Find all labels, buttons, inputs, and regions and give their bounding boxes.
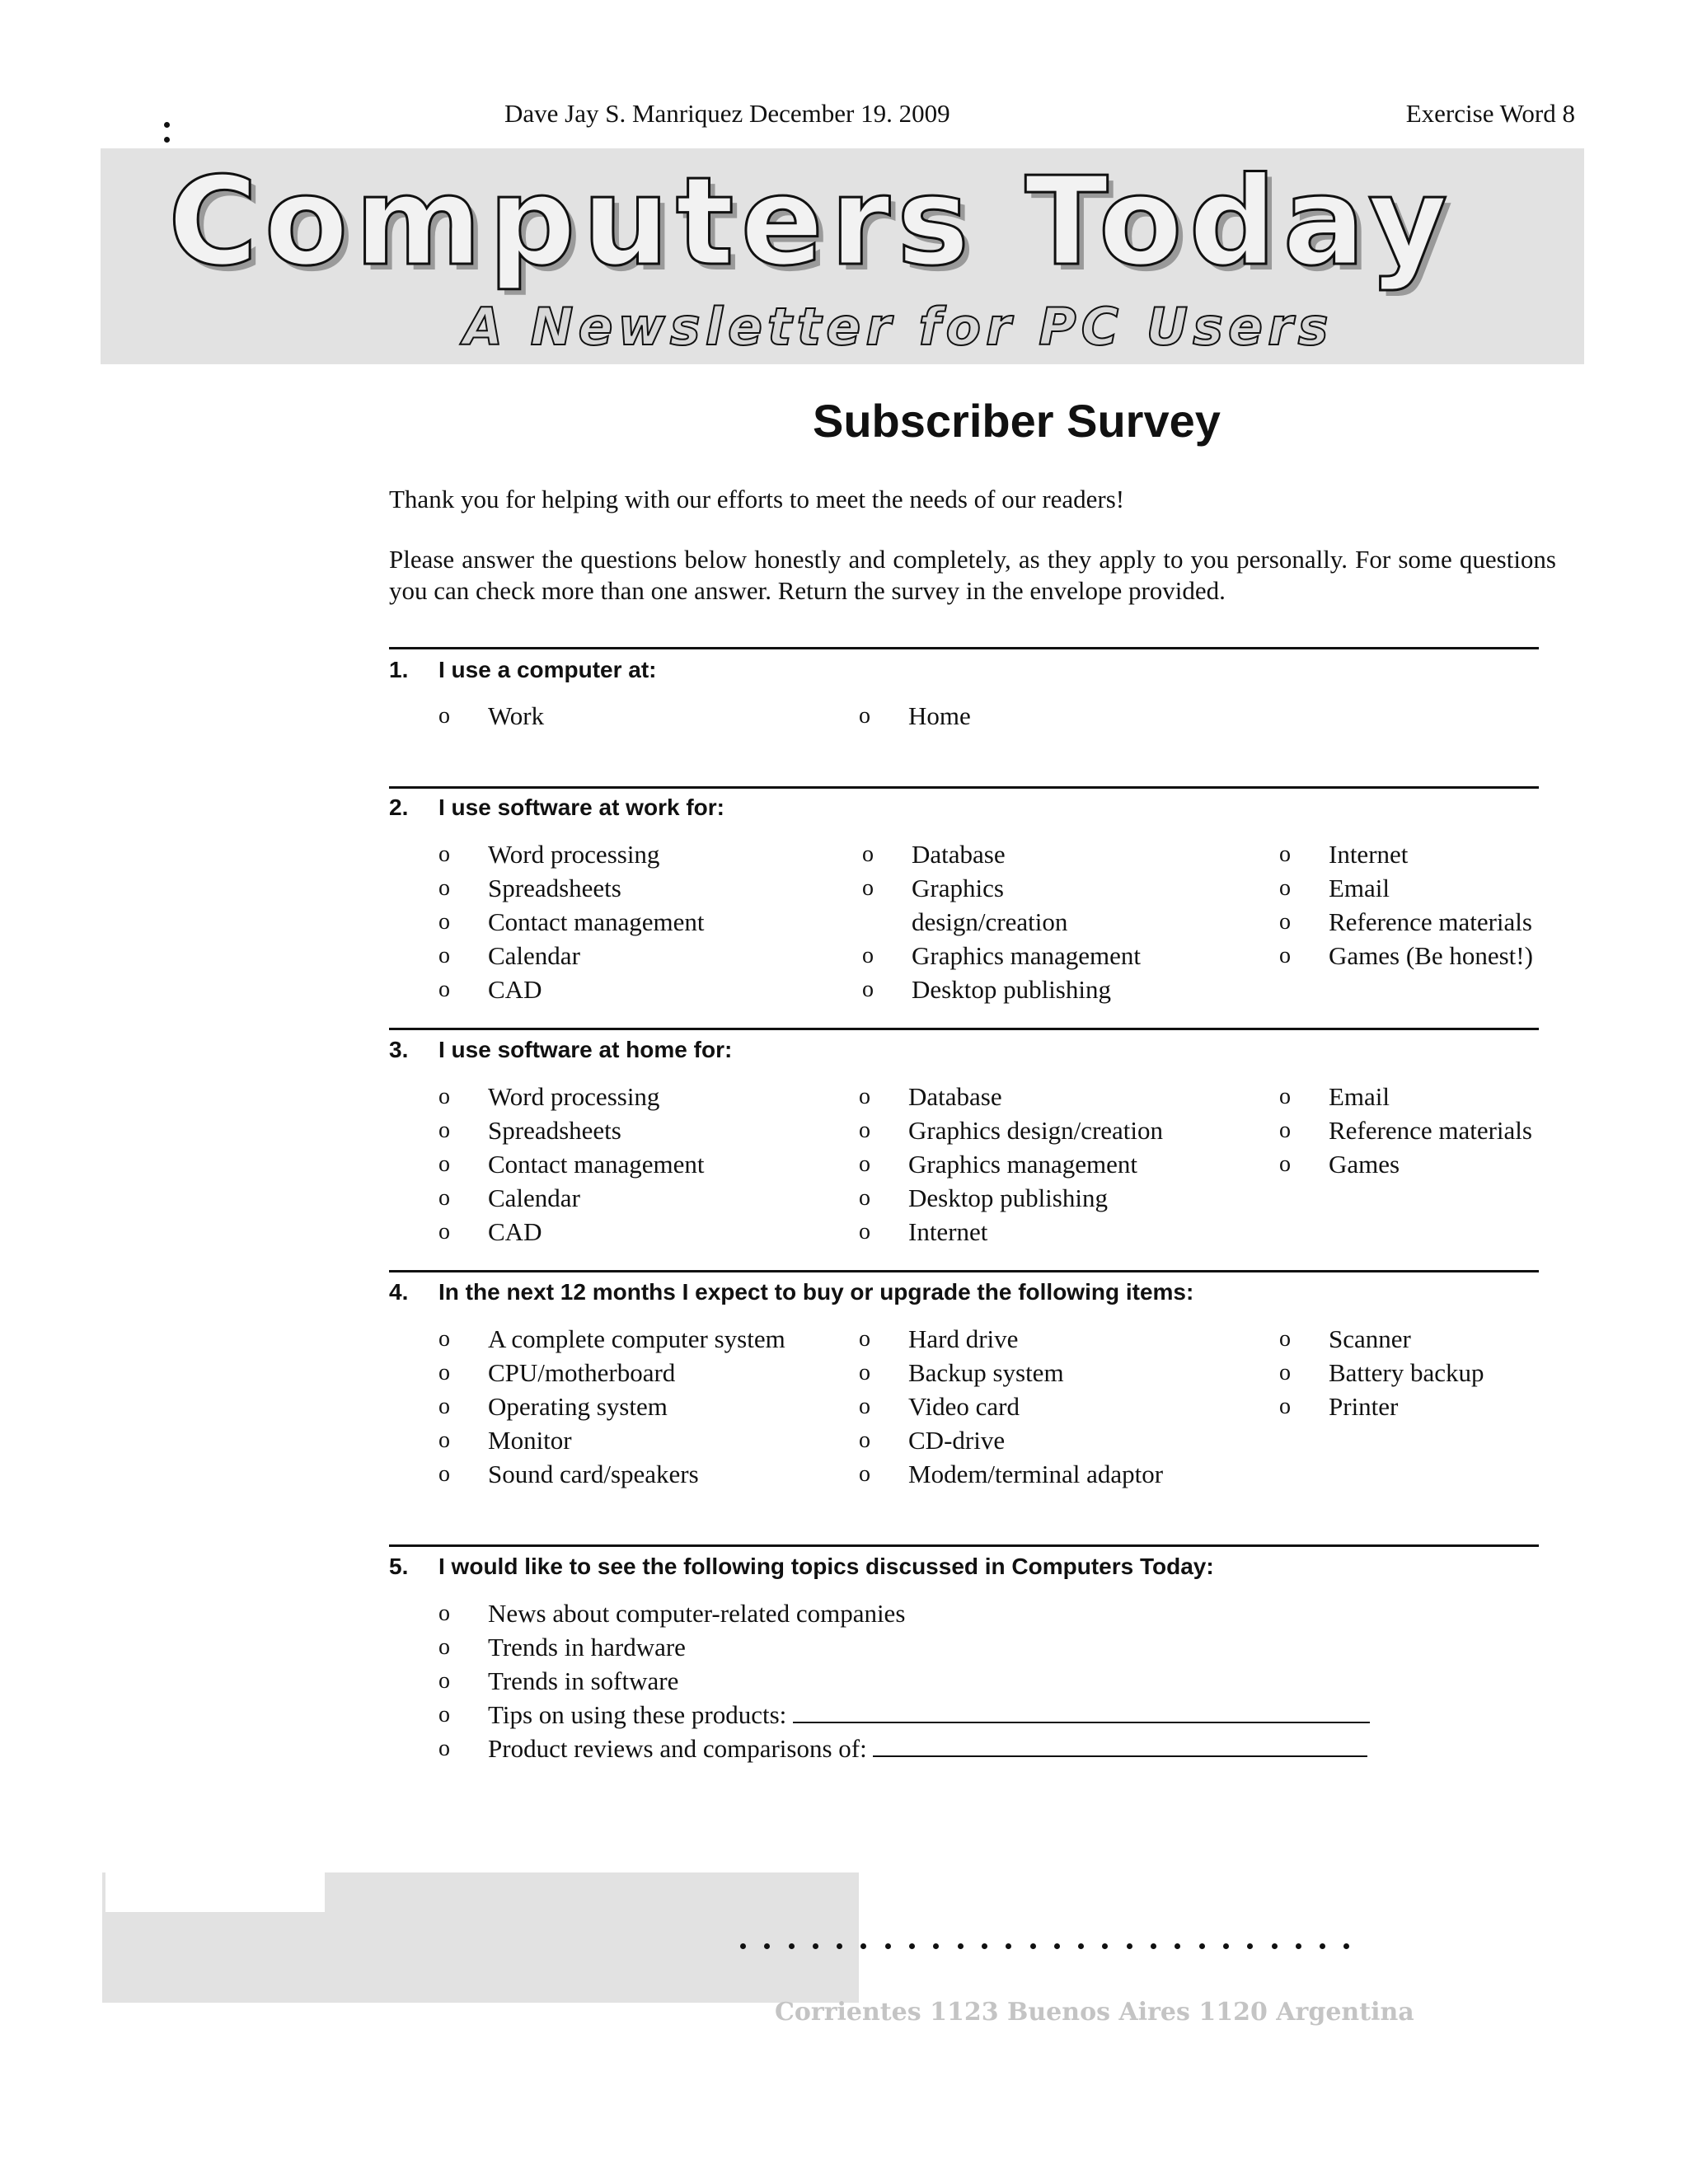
question-2-column-1 xyxy=(438,837,705,1006)
masthead-subtitle: A Newsletter for PC Users xyxy=(463,297,1334,357)
checkbox-bullet-icon[interactable]: o xyxy=(859,1219,870,1244)
checkbox-bullet-icon[interactable]: o xyxy=(862,875,874,901)
checkbox-bullet-icon[interactable]: o xyxy=(1279,1326,1291,1352)
checkbox-bullet-icon[interactable]: o xyxy=(438,1668,450,1694)
footer-address: Corrientes 1123 Buenos Aires 1120 Argentina xyxy=(775,1998,1414,2027)
survey-title: Subscriber Survey xyxy=(813,395,1221,447)
question-divider xyxy=(389,1028,1539,1030)
checkbox-bullet-icon[interactable]: o xyxy=(859,1360,870,1385)
survey-option[interactable]: o Calendar xyxy=(438,1181,705,1215)
question-4-column-2 xyxy=(859,1322,1163,1491)
survey-option[interactable]: o CPU/motherboard xyxy=(438,1356,785,1390)
checkbox-bullet-icon[interactable]: o xyxy=(1279,841,1291,867)
checkbox-bullet-icon[interactable]: o xyxy=(438,977,450,1002)
survey-option[interactable]: o CAD xyxy=(438,972,705,1006)
survey-option[interactable]: o A complete computer system xyxy=(438,1322,785,1356)
question-4-column-3 xyxy=(1279,1322,1484,1423)
survey-option[interactable]: o Operating system xyxy=(438,1390,785,1423)
checkbox-bullet-icon[interactable]: o xyxy=(1279,1360,1291,1385)
survey-option[interactable]: o Desktop publishing xyxy=(862,972,1141,1006)
checkbox-bullet-icon[interactable]: o xyxy=(1279,1394,1291,1419)
checkbox-bullet-icon[interactable]: o xyxy=(859,1118,870,1143)
survey-option[interactable]: o Word processing xyxy=(438,837,705,871)
survey-option[interactable]: o Desktop publishing xyxy=(859,1181,1163,1215)
checkbox-bullet-icon[interactable]: o xyxy=(862,943,874,968)
survey-option[interactable]: o Email xyxy=(1279,1080,1532,1113)
checkbox-bullet-icon[interactable]: o xyxy=(438,1461,450,1487)
survey-option[interactable]: o Work xyxy=(438,699,544,733)
checkbox-bullet-icon[interactable]: o xyxy=(859,1185,870,1211)
checkbox-bullet-icon[interactable]: o xyxy=(1279,875,1291,901)
survey-option[interactable]: o Games (Be honest!) xyxy=(1279,939,1533,972)
checkbox-bullet-icon[interactable]: o xyxy=(438,1601,450,1626)
question-divider xyxy=(389,1270,1539,1272)
checkbox-bullet-icon[interactable]: o xyxy=(1279,943,1291,968)
survey-option[interactable]: o Tips on using these products: xyxy=(438,1698,1370,1732)
masthead-banner xyxy=(101,148,1584,364)
survey-option[interactable]: o Spreadsheets xyxy=(438,871,705,905)
survey-option[interactable]: o Battery backup xyxy=(1279,1356,1484,1390)
checkbox-bullet-icon[interactable]: o xyxy=(859,1427,870,1453)
survey-option[interactable]: o Games xyxy=(1279,1147,1532,1181)
tips-products-blank[interactable] xyxy=(793,1700,1370,1723)
checkbox-bullet-icon[interactable]: o xyxy=(438,1427,450,1453)
survey-option[interactable]: o Graphics management xyxy=(859,1147,1163,1181)
question-2-column-3 xyxy=(1279,837,1533,972)
product-reviews-blank[interactable] xyxy=(873,1734,1367,1757)
footer-shaded-notch xyxy=(106,1872,325,1912)
checkbox-bullet-icon[interactable]: o xyxy=(862,841,874,867)
question-4-column-1 xyxy=(438,1322,785,1491)
checkbox-bullet-icon[interactable]: o xyxy=(438,1118,450,1143)
question-2-column-2 xyxy=(862,837,1141,1006)
survey-option[interactable]: o News about computer-related companies xyxy=(438,1596,1370,1630)
survey-option[interactable]: o Graphics management xyxy=(862,939,1141,972)
survey-option[interactable]: o Email xyxy=(1279,871,1533,905)
question-5-title: 5. I would like to see the following topics discussed in Computers Today: xyxy=(389,1554,1214,1579)
survey-option[interactable]: o Internet xyxy=(859,1215,1163,1249)
question-divider xyxy=(389,647,1539,649)
question-2-title: 2. I use software at work for: xyxy=(389,794,724,820)
survey-option[interactable]: o Reference materials xyxy=(1279,1113,1532,1147)
checkbox-bullet-icon[interactable]: o xyxy=(438,1151,450,1177)
header-author-date: Dave Jay S. Manriquez December 19. 2009 xyxy=(504,99,950,128)
checkbox-bullet-icon[interactable]: o xyxy=(438,875,450,901)
survey-option[interactable]: o Calendar xyxy=(438,939,705,972)
survey-option[interactable]: o Database xyxy=(859,1080,1163,1113)
checkbox-bullet-icon[interactable]: o xyxy=(438,943,450,968)
survey-option[interactable]: o Modem/terminal adaptor xyxy=(859,1457,1163,1491)
question-3-column-1 xyxy=(438,1080,705,1249)
survey-option[interactable]: o Home xyxy=(859,699,971,733)
survey-option[interactable]: o Backup system xyxy=(859,1356,1163,1390)
question-divider xyxy=(389,786,1539,789)
survey-intro-thanks: Thank you for helping with our efforts to meet the needs of our readers! xyxy=(389,485,1125,513)
checkbox-bullet-icon[interactable]: o xyxy=(438,1702,450,1727)
checkbox-bullet-icon[interactable]: o xyxy=(438,1219,450,1244)
survey-option[interactable]: o Graphics design/creation xyxy=(862,871,1109,939)
question-5-column-1 xyxy=(438,1596,1370,1765)
survey-option[interactable]: o Scanner xyxy=(1279,1322,1484,1356)
checkbox-bullet-icon[interactable]: o xyxy=(862,977,874,1002)
survey-option[interactable]: o Spreadsheets xyxy=(438,1113,705,1147)
footer-dot-row xyxy=(740,1943,1368,1949)
checkbox-bullet-icon[interactable]: o xyxy=(438,909,450,935)
question-1-title: 1. I use a computer at: xyxy=(389,657,657,682)
survey-option[interactable]: o Contact management xyxy=(438,905,705,939)
checkbox-bullet-icon[interactable]: o xyxy=(438,703,450,729)
survey-option[interactable]: o Video card xyxy=(859,1390,1163,1423)
survey-option[interactable]: o Reference materials xyxy=(1279,905,1533,939)
masthead-title: Computers Today xyxy=(168,151,1455,293)
survey-option[interactable]: o Internet xyxy=(1279,837,1533,871)
checkbox-bullet-icon[interactable]: o xyxy=(1279,1084,1291,1109)
survey-option[interactable]: o CD-drive xyxy=(859,1423,1163,1457)
survey-option[interactable]: o Trends in software xyxy=(438,1664,1370,1698)
question-3-title: 3. I use software at home for: xyxy=(389,1037,733,1062)
question-1-column-2 xyxy=(859,699,971,733)
checkbox-bullet-icon[interactable]: o xyxy=(438,1634,450,1660)
survey-option[interactable]: o Word processing xyxy=(438,1080,705,1113)
checkbox-bullet-icon[interactable]: o xyxy=(438,1394,450,1419)
question-3-column-3 xyxy=(1279,1080,1532,1181)
checkbox-bullet-icon[interactable]: o xyxy=(438,841,450,867)
checkbox-bullet-icon[interactable]: o xyxy=(859,1151,870,1177)
checkbox-bullet-icon[interactable]: o xyxy=(438,1326,450,1352)
survey-option[interactable]: o Monitor xyxy=(438,1423,785,1457)
survey-option[interactable]: o Printer xyxy=(1279,1390,1484,1423)
checkbox-bullet-icon[interactable]: o xyxy=(1279,909,1291,935)
checkbox-bullet-icon[interactable]: o xyxy=(859,1084,870,1109)
checkbox-bullet-icon[interactable]: o xyxy=(438,1736,450,1761)
survey-option[interactable]: o Sound card/speakers xyxy=(438,1457,785,1491)
survey-option[interactable]: o Trends in hardware xyxy=(438,1630,1370,1664)
checkbox-bullet-icon[interactable]: o xyxy=(859,1461,870,1487)
question-4-title: 4. In the next 12 months I expect to buy or upgrade the following items: xyxy=(389,1279,1194,1305)
checkbox-bullet-icon[interactable]: o xyxy=(1279,1151,1291,1177)
question-3-column-2 xyxy=(859,1080,1163,1249)
survey-option[interactable]: o CAD xyxy=(438,1215,705,1249)
checkbox-bullet-icon[interactable]: o xyxy=(859,1326,870,1352)
checkbox-bullet-icon[interactable]: o xyxy=(438,1185,450,1211)
checkbox-bullet-icon[interactable]: o xyxy=(1279,1118,1291,1143)
checkbox-bullet-icon[interactable]: o xyxy=(438,1360,450,1385)
survey-option[interactable]: o Product reviews and comparisons of: xyxy=(438,1732,1370,1765)
survey-option[interactable]: o Database xyxy=(862,837,1141,871)
survey-option[interactable]: o Hard drive xyxy=(859,1322,1163,1356)
checkbox-bullet-icon[interactable]: o xyxy=(859,1394,870,1419)
survey-intro-instructions: Please answer the questions below honestly and completely, as they apply to you personally. For some questions you can check more than one answer. Return the survey in the envelope provided. xyxy=(389,545,1556,605)
question-1-column-1 xyxy=(438,699,544,733)
survey-option[interactable]: o Contact management xyxy=(438,1147,705,1181)
checkbox-bullet-icon[interactable]: o xyxy=(859,703,870,729)
checkbox-bullet-icon[interactable]: o xyxy=(438,1084,450,1109)
question-divider xyxy=(389,1544,1539,1547)
survey-option[interactable]: o Graphics design/creation xyxy=(859,1113,1163,1147)
header-exercise: Exercise Word 8 xyxy=(1405,99,1575,128)
